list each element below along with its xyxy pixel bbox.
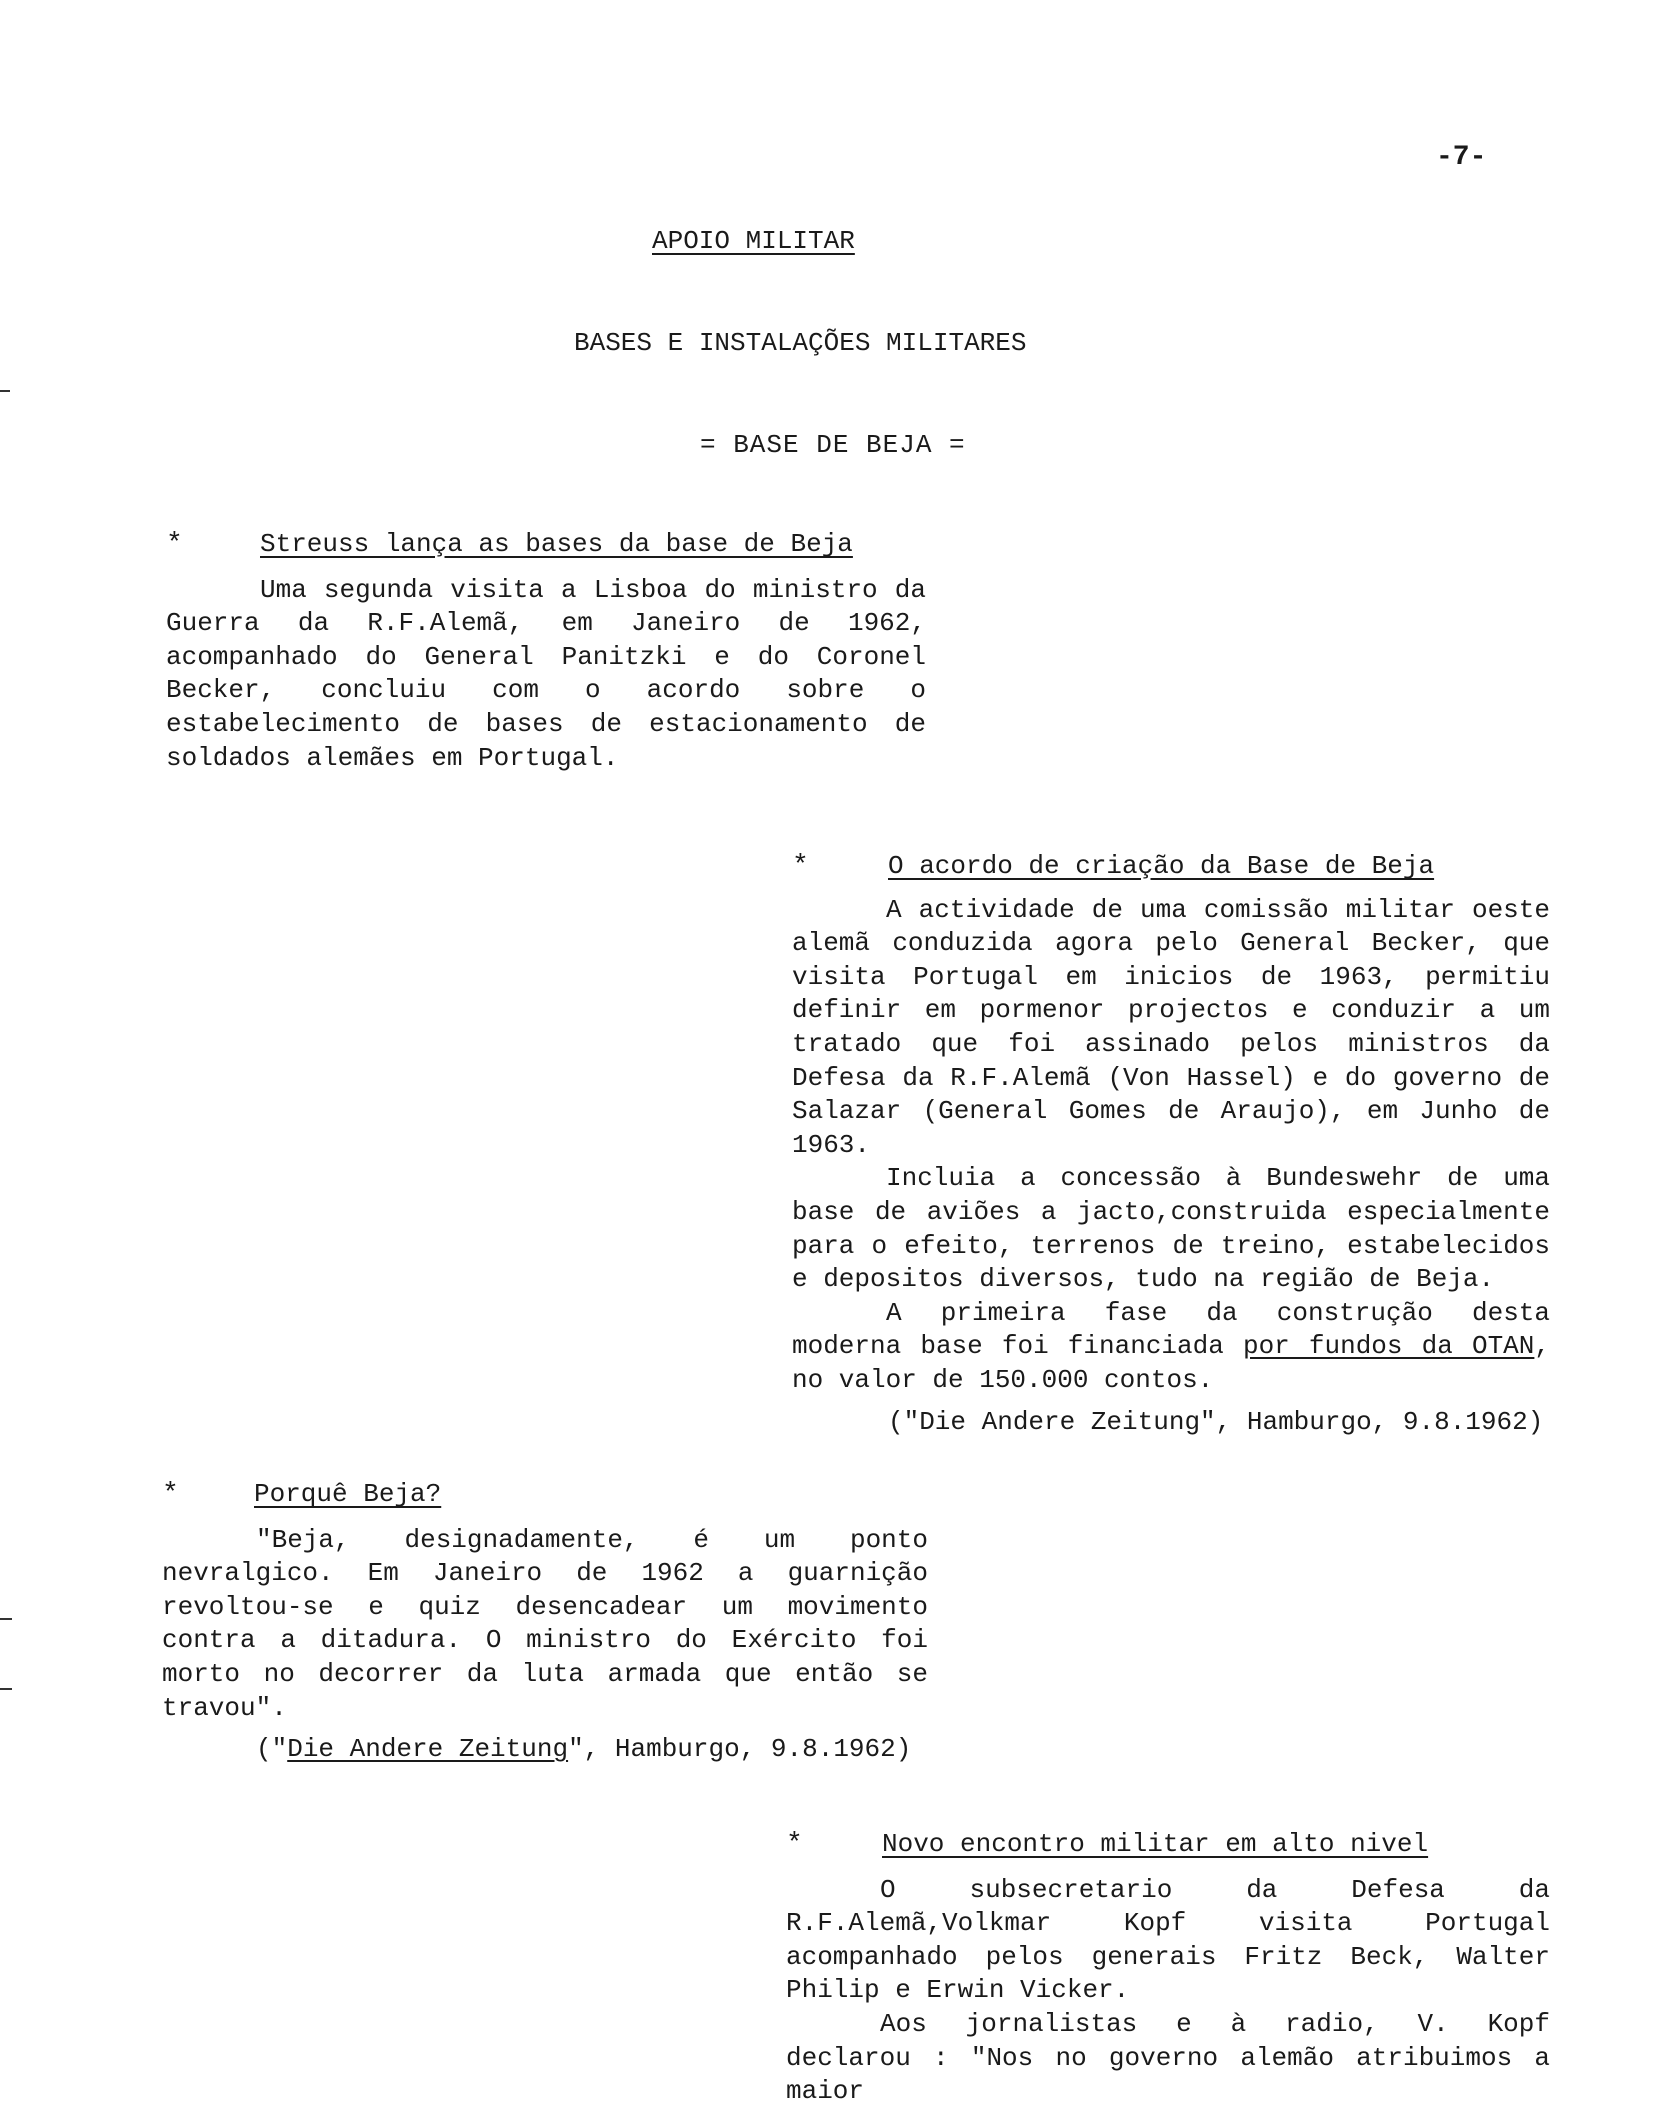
paragraph: Uma segunda visita a Lisboa do ministro da Guerra da R.F.Alemã, em Janeiro de 1962, acompanhado do General Panitzki e do Coronel Becker, concluiu com o acordo sobre o estabelecimento de bases de estacionamento de soldados alemães em Portugal. — [166, 574, 926, 773]
citation-rest: ", Hamburgo, 9.8.1962) — [568, 1734, 912, 1765]
article-body — [792, 894, 1550, 1398]
article-title: Streuss lança as bases da base de Beja — [260, 529, 853, 559]
article-body — [166, 574, 926, 776]
paragraph: "Beja, designadamente, é um ponto nevralgico. Em Janeiro de 1962 a guarnição revoltou-se e quiz desencadear um movimento contra a ditadura. O ministro do Exército foi morto no decorrer da luta armada que então se travou". — [162, 1524, 928, 1723]
paragraph: Incluia a concessão à Bundeswehr de uma base de aviões a jacto,construida especialmente para o efeito, terrenos de treino, estabelecidos e depositos diversos, tudo na região de Beja. — [792, 1163, 1550, 1295]
article-title-row — [792, 850, 1550, 884]
article-acordo-beja — [792, 850, 1550, 1439]
article-title: Porquê Beja? — [254, 1479, 442, 1509]
bullet-asterisk: * — [162, 1479, 179, 1510]
paragraph — [792, 1297, 1550, 1398]
citation — [256, 1733, 928, 1767]
article-title-row — [786, 1828, 1550, 1862]
article-title-row — [162, 1478, 928, 1512]
article-porque-beja — [162, 1478, 928, 1767]
underlined-text: por fundos da OTAN — [1242, 1331, 1535, 1362]
bullet-asterisk: * — [792, 851, 809, 882]
paragraph-text: A primeira fase da construção desta moderna base foi financiada — [792, 1297, 1550, 1362]
article-novo-encontro — [786, 1828, 1550, 2109]
article-body — [786, 1874, 1550, 2109]
citation: ("Die Andere Zeitung", Hamburgo, 9.8.1962) — [888, 1406, 1544, 1437]
article-title: Novo encontro militar em alto nivel — [882, 1829, 1429, 1859]
page-number: -7- — [1436, 142, 1487, 173]
article-title: O acordo de criação da Base de Beja — [888, 851, 1435, 881]
sub-heading: BASES E INSTALAÇÕES MILITARES — [574, 328, 1027, 358]
paragraph: O subsecretario da Defesa da R.F.Alemã,Volkmar Kopf visita Portugal acompanhado pelos generais Fritz Beck, Walter Philip e Erwin Vicker. — [786, 1874, 1550, 2006]
scan-mark — [0, 1688, 12, 1690]
paragraph-text: , no valor de 150.000 contos. — [792, 1331, 1550, 1395]
article-body — [162, 1524, 928, 1726]
paragraph: A actividade de uma comissão militar oeste alemã conduzida agora pelo General Becker, que visita Portugal em inicios de 1963, permitiu definir em pormenor projectos e conduzir a um tratado que foi assinado pelos ministros da Defesa da R.F.Alemã (Von Hassel) e do governo de Salazar (General Gomes de Araujo), em Junho de 1963. — [792, 894, 1550, 1160]
article-strauss — [166, 528, 926, 775]
bullet-asterisk: * — [166, 529, 183, 560]
paragraph: Aos jornalistas e à radio, V. Kopf declarou : "Nos no governo alemão atribuimos a maior — [786, 2008, 1550, 2107]
main-heading: APOIO MILITAR — [652, 226, 855, 256]
scan-mark — [0, 1618, 12, 1620]
citation-source: Die Andere Zeitung — [287, 1734, 569, 1765]
citation-open: (" — [256, 1734, 288, 1765]
bullet-asterisk: * — [786, 1829, 803, 1860]
scan-mark — [0, 390, 10, 392]
article-title-row — [166, 528, 926, 562]
section-heading: = BASE DE BEJA = — [700, 430, 966, 460]
